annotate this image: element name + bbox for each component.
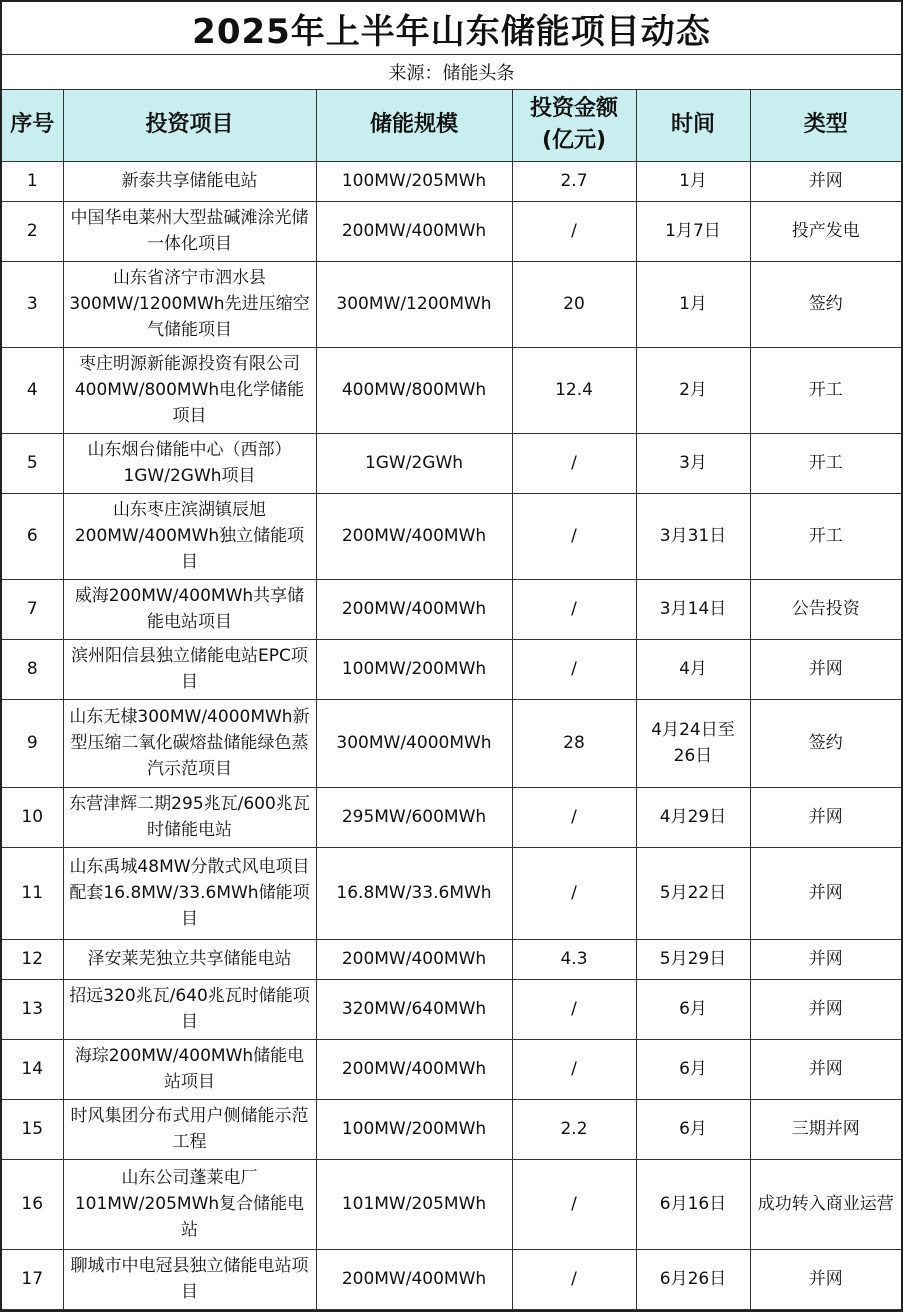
cell-index: 3 bbox=[2, 261, 63, 347]
table-row bbox=[2, 787, 901, 847]
cell-time: 3月31日 bbox=[636, 493, 750, 579]
cell-type: 并网 bbox=[750, 847, 901, 939]
cell-amount: / bbox=[512, 1159, 636, 1249]
cell-type: 三期并网 bbox=[750, 1099, 901, 1159]
cell-project: 山东烟台储能中心（西部）1GW/2GWh项目 bbox=[63, 433, 316, 493]
cell-time: 5月22日 bbox=[636, 847, 750, 939]
cell-project: 招远320兆瓦/640兆瓦时储能项目 bbox=[63, 979, 316, 1039]
page-title: 2025年上半年山东储能项目动态 bbox=[2, 2, 901, 55]
cell-project: 东营津辉二期295兆瓦/600兆瓦时储能电站 bbox=[63, 787, 316, 847]
cell-amount: / bbox=[512, 787, 636, 847]
cell-type: 开工 bbox=[750, 347, 901, 433]
cell-time: 6月 bbox=[636, 1039, 750, 1099]
cell-index: 2 bbox=[2, 201, 63, 261]
cell-project: 滨州阳信县独立储能电站EPC项目 bbox=[63, 639, 316, 699]
cell-project: 新泰共享储能电站 bbox=[63, 161, 316, 201]
cell-scale: 101MW/205MWh bbox=[316, 1159, 512, 1249]
cell-scale: 16.8MW/33.6MWh bbox=[316, 847, 512, 939]
cell-type: 投产发电 bbox=[750, 201, 901, 261]
table-row bbox=[2, 201, 901, 261]
header-project: 投资项目 bbox=[63, 90, 316, 161]
cell-scale: 100MW/205MWh bbox=[316, 161, 512, 201]
cell-index: 7 bbox=[2, 579, 63, 639]
cell-time: 4月 bbox=[636, 639, 750, 699]
cell-time: 1月 bbox=[636, 261, 750, 347]
cell-scale: 300MW/4000MWh bbox=[316, 699, 512, 787]
table-row bbox=[2, 699, 901, 787]
table-header-row bbox=[2, 90, 901, 161]
table-row bbox=[2, 639, 901, 699]
header-time: 时间 bbox=[636, 90, 750, 161]
header-amount bbox=[512, 90, 636, 161]
header-amount-line1: 投资金额 bbox=[529, 96, 618, 122]
cell-index: 1 bbox=[2, 161, 63, 201]
cell-scale: 320MW/640MWh bbox=[316, 979, 512, 1039]
cell-type: 开工 bbox=[750, 493, 901, 579]
cell-time: 6月 bbox=[636, 1099, 750, 1159]
cell-project: 威海200MW/400MWh共享储能电站项目 bbox=[63, 579, 316, 639]
cell-scale: 200MW/400MWh bbox=[316, 493, 512, 579]
cell-project: 聊城市中电冠县独立储能电站项目 bbox=[63, 1249, 316, 1309]
table-row bbox=[2, 939, 901, 979]
cell-index: 11 bbox=[2, 847, 63, 939]
cell-project: 山东省济宁市泗水县300MW/1200MWh先进压缩空气储能项目 bbox=[63, 261, 316, 347]
header-amount-line2: (亿元) bbox=[541, 128, 607, 154]
cell-type: 并网 bbox=[750, 161, 901, 201]
cell-index: 13 bbox=[2, 979, 63, 1039]
cell-amount: / bbox=[512, 433, 636, 493]
cell-amount: / bbox=[512, 847, 636, 939]
cell-time: 4月29日 bbox=[636, 787, 750, 847]
cell-type: 并网 bbox=[750, 939, 901, 979]
cell-index: 17 bbox=[2, 1249, 63, 1309]
cell-scale: 100MW/200MWh bbox=[316, 639, 512, 699]
cell-scale: 100MW/200MWh bbox=[316, 1099, 512, 1159]
cell-amount: / bbox=[512, 1249, 636, 1309]
cell-amount: / bbox=[512, 579, 636, 639]
cell-index: 4 bbox=[2, 347, 63, 433]
cell-time: 6月16日 bbox=[636, 1159, 750, 1249]
cell-time: 4月24日至26日 bbox=[636, 699, 750, 787]
cell-project: 山东无棣300MW/4000MWh新型压缩二氧化碳熔盐储能绿色蒸汽示范项目 bbox=[63, 699, 316, 787]
cell-scale: 400MW/800MWh bbox=[316, 347, 512, 433]
cell-amount: 2.7 bbox=[512, 161, 636, 201]
cell-type: 并网 bbox=[750, 979, 901, 1039]
cell-project: 山东公司蓬莱电厂101MW/205MWh复合储能电站 bbox=[63, 1159, 316, 1249]
cell-amount: / bbox=[512, 493, 636, 579]
cell-index: 9 bbox=[2, 699, 63, 787]
cell-time: 3月14日 bbox=[636, 579, 750, 639]
cell-time: 1月 bbox=[636, 161, 750, 201]
table-row bbox=[2, 161, 901, 201]
cell-amount: 12.4 bbox=[512, 347, 636, 433]
cell-type: 并网 bbox=[750, 787, 901, 847]
table-row bbox=[2, 1249, 901, 1309]
table-row bbox=[2, 261, 901, 347]
cell-project: 泽安莱芜独立共享储能电站 bbox=[63, 939, 316, 979]
cell-amount: / bbox=[512, 1039, 636, 1099]
cell-type: 开工 bbox=[750, 433, 901, 493]
cell-type: 签约 bbox=[750, 261, 901, 347]
cell-index: 10 bbox=[2, 787, 63, 847]
table-row bbox=[2, 847, 901, 939]
table-row bbox=[2, 347, 901, 433]
projects-table bbox=[2, 90, 901, 1310]
cell-project: 山东禹城48MW分散式风电项目配套16.8MW/33.6MWh储能项目 bbox=[63, 847, 316, 939]
table-row bbox=[2, 433, 901, 493]
cell-index: 12 bbox=[2, 939, 63, 979]
cell-index: 5 bbox=[2, 433, 63, 493]
table-row bbox=[2, 1039, 901, 1099]
cell-project: 时风集团分布式用户侧储能示范工程 bbox=[63, 1099, 316, 1159]
cell-amount: / bbox=[512, 639, 636, 699]
cell-amount: 20 bbox=[512, 261, 636, 347]
cell-type: 并网 bbox=[750, 1249, 901, 1309]
cell-scale: 295MW/600MWh bbox=[316, 787, 512, 847]
cell-amount: / bbox=[512, 201, 636, 261]
cell-type: 签约 bbox=[750, 699, 901, 787]
header-scale: 储能规模 bbox=[316, 90, 512, 161]
cell-scale: 200MW/400MWh bbox=[316, 1249, 512, 1309]
cell-type: 成功转入商业运营 bbox=[750, 1159, 901, 1249]
cell-index: 16 bbox=[2, 1159, 63, 1249]
header-type: 类型 bbox=[750, 90, 901, 161]
cell-time: 1月7日 bbox=[636, 201, 750, 261]
cell-time: 6月 bbox=[636, 979, 750, 1039]
cell-time: 2月 bbox=[636, 347, 750, 433]
table-row bbox=[2, 1099, 901, 1159]
cell-amount: / bbox=[512, 979, 636, 1039]
cell-scale: 300MW/1200MWh bbox=[316, 261, 512, 347]
cell-project: 中国华电莱州大型盐碱滩涂光储一体化项目 bbox=[63, 201, 316, 261]
cell-scale: 200MW/400MWh bbox=[316, 939, 512, 979]
cell-type: 并网 bbox=[750, 1039, 901, 1099]
cell-time: 5月29日 bbox=[636, 939, 750, 979]
cell-index: 6 bbox=[2, 493, 63, 579]
cell-time: 6月26日 bbox=[636, 1249, 750, 1309]
cell-type: 公告投资 bbox=[750, 579, 901, 639]
header-index: 序号 bbox=[2, 90, 63, 161]
cell-scale: 200MW/400MWh bbox=[316, 1039, 512, 1099]
cell-project: 山东枣庄滨湖镇辰旭200MW/400MWh独立储能项目 bbox=[63, 493, 316, 579]
cell-amount: 2.2 bbox=[512, 1099, 636, 1159]
cell-amount: 28 bbox=[512, 699, 636, 787]
cell-project: 枣庄明源新能源投资有限公司400MW/800MWh电化学储能项目 bbox=[63, 347, 316, 433]
cell-time: 3月 bbox=[636, 433, 750, 493]
cell-index: 8 bbox=[2, 639, 63, 699]
source-line: 来源：储能头条 bbox=[2, 55, 901, 90]
cell-scale: 1GW/2GWh bbox=[316, 433, 512, 493]
cell-index: 14 bbox=[2, 1039, 63, 1099]
cell-scale: 200MW/400MWh bbox=[316, 579, 512, 639]
cell-index: 15 bbox=[2, 1099, 63, 1159]
table-row bbox=[2, 979, 901, 1039]
cell-amount: 4.3 bbox=[512, 939, 636, 979]
cell-project: 海琮200MW/400MWh储能电站项目 bbox=[63, 1039, 316, 1099]
table-row bbox=[2, 493, 901, 579]
table-row bbox=[2, 579, 901, 639]
cell-scale: 200MW/400MWh bbox=[316, 201, 512, 261]
table-row bbox=[2, 1159, 901, 1249]
cell-type: 并网 bbox=[750, 639, 901, 699]
